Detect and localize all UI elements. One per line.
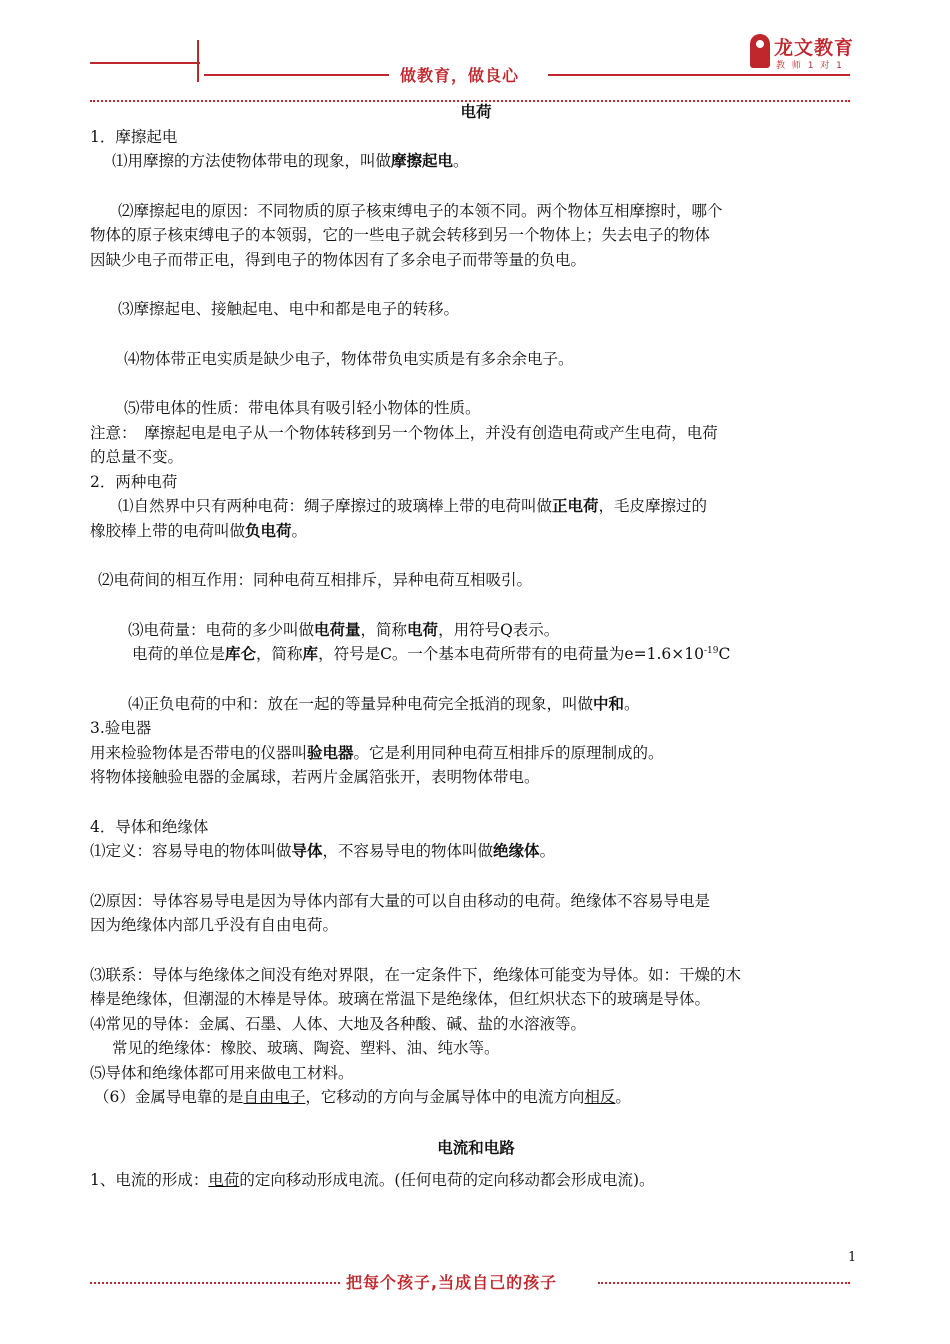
paragraph: ⑷正负电荷的中和：放在一起的等量异种电荷完全抵消的现象，叫做中和。 xyxy=(128,693,640,713)
paragraph: 1、电流的形成：电荷的定向移动形成电流。(任何电荷的定向移动都会形成电流)。 xyxy=(90,1171,655,1189)
header-rule-middle xyxy=(204,74,389,76)
header-slogan: 做教育，做良心 xyxy=(400,66,520,85)
paragraph: ⑴自然界中只有两种电荷：绸子摩擦过的玻璃棒上带的电荷叫做正电荷，毛皮摩擦过的 xyxy=(118,496,708,515)
brand-logo xyxy=(750,34,855,74)
paragraph: 因为绝缘体内部几乎没有自由电荷。 xyxy=(90,916,339,934)
paragraph: ⑵摩擦起电的原因：不同物质的原子核束缚电子的本领不同。两个物体互相摩擦时，哪个 xyxy=(118,201,723,220)
footer-dotted-rule-right xyxy=(598,1282,850,1284)
footer-dotted-rule-left xyxy=(90,1282,340,1284)
document-body xyxy=(90,100,862,1193)
note: 注意： 摩擦起电是电子从一个物体转移到另一个物体上，并没有创造电荷或产生电荷，电荷 xyxy=(90,423,718,442)
section-title: 电流和电路 xyxy=(437,1137,515,1157)
header-divider xyxy=(197,40,199,82)
paragraph: ⑷常见的导体：金属、石墨、人体、大地及各种酸、碱、盐的水溶液等。 xyxy=(90,1014,587,1033)
heading-1: 1．摩擦起电 xyxy=(90,127,178,146)
paragraph: 棒是绝缘体，但潮湿的木棒是导体。玻璃在常温下是绝缘体，但红炽状态下的玻璃是导体。 xyxy=(90,990,711,1008)
paragraph: ⑸带电体的性质：带电体具有吸引轻小物体的性质。 xyxy=(124,399,481,417)
logo-mark-icon xyxy=(750,34,770,68)
footer-slogan: 把每个孩子,当成自己的孩子 xyxy=(346,1273,558,1292)
logo-name: 龙文教育 xyxy=(774,37,855,59)
header-rule-right xyxy=(548,74,850,76)
paragraph: ⑴用摩擦的方法使物体带电的现象，叫做摩擦起电。 xyxy=(112,151,469,170)
paragraph: ⑴定义：容易导电的物体叫做导体，不容易导电的物体叫做绝缘体。 xyxy=(90,841,556,860)
paragraph: ⑸导体和绝缘体都可用来做电工材料。 xyxy=(90,1063,354,1082)
paragraph: 物体的原子核束缚电子的本领弱，它的一些电子就会转移到另一个物体上；失去电子的物体 xyxy=(90,226,711,244)
page-number: 1 xyxy=(848,1250,857,1265)
paragraph: 常见的绝缘体：橡胶、玻璃、陶瓷、塑料、油、纯水等。 xyxy=(112,1039,500,1057)
paragraph: ⑶摩擦起电、接触起电、电中和都是电子的转移。 xyxy=(118,300,460,318)
paragraph: 橡胶棒上带的电荷叫做负电荷。 xyxy=(90,520,308,540)
heading-4: 4．导体和绝缘体 xyxy=(90,817,209,836)
paragraph: 用来检验物体是否带电的仪器叫验电器。它是利用同种电荷互相排斥的原理制成的。 xyxy=(90,742,664,762)
paragraph: 电荷的单位是库仑，简称库，符号是C。一个基本电荷所带有的电荷量为$e=1.6\times 10^{-19}C$ xyxy=(132,644,731,663)
paragraph: （6）金属导电靠的是自由电子，它移动的方向与金属导体中的电流方向相反。 xyxy=(94,1088,631,1106)
note: 的总量不变。 xyxy=(90,448,184,466)
paragraph: ⑶电荷量：电荷的多少叫做电荷量，简称电荷，用符号Q表示。 xyxy=(128,619,560,639)
heading-2: 2．两种电荷 xyxy=(90,472,178,491)
paragraph: 因缺少电子而带正电，得到电子的物体因有了多余电子而带等量的负电。 xyxy=(90,250,587,269)
logo-subtitle: 教 师 1 对 1 xyxy=(776,61,844,71)
section-title: 电荷 xyxy=(460,102,492,121)
header-rule-left xyxy=(90,62,200,64)
paragraph: ⑷物体带正电实质是缺少电子，物体带负电实质是有多余余电子。 xyxy=(124,349,574,368)
heading-3: 3.验电器 xyxy=(90,719,152,737)
paragraph: ⑵原因：导体容易导电是因为导体内部有大量的可以自由移动的电荷。绝缘体不容易导电是 xyxy=(90,891,711,910)
paragraph: ⑶联系：导体与绝缘体之间没有绝对界限，在一定条件下，绝缘体可能变为导体。如：干燥的木 xyxy=(90,965,742,984)
paragraph: ⑵电荷间的相互作用：同种电荷互相排斥，异种电荷互相吸引。 xyxy=(98,571,533,589)
paragraph: 将物体接触验电器的金属球，若两片金属箔张开，表明物体带电。 xyxy=(90,768,540,786)
